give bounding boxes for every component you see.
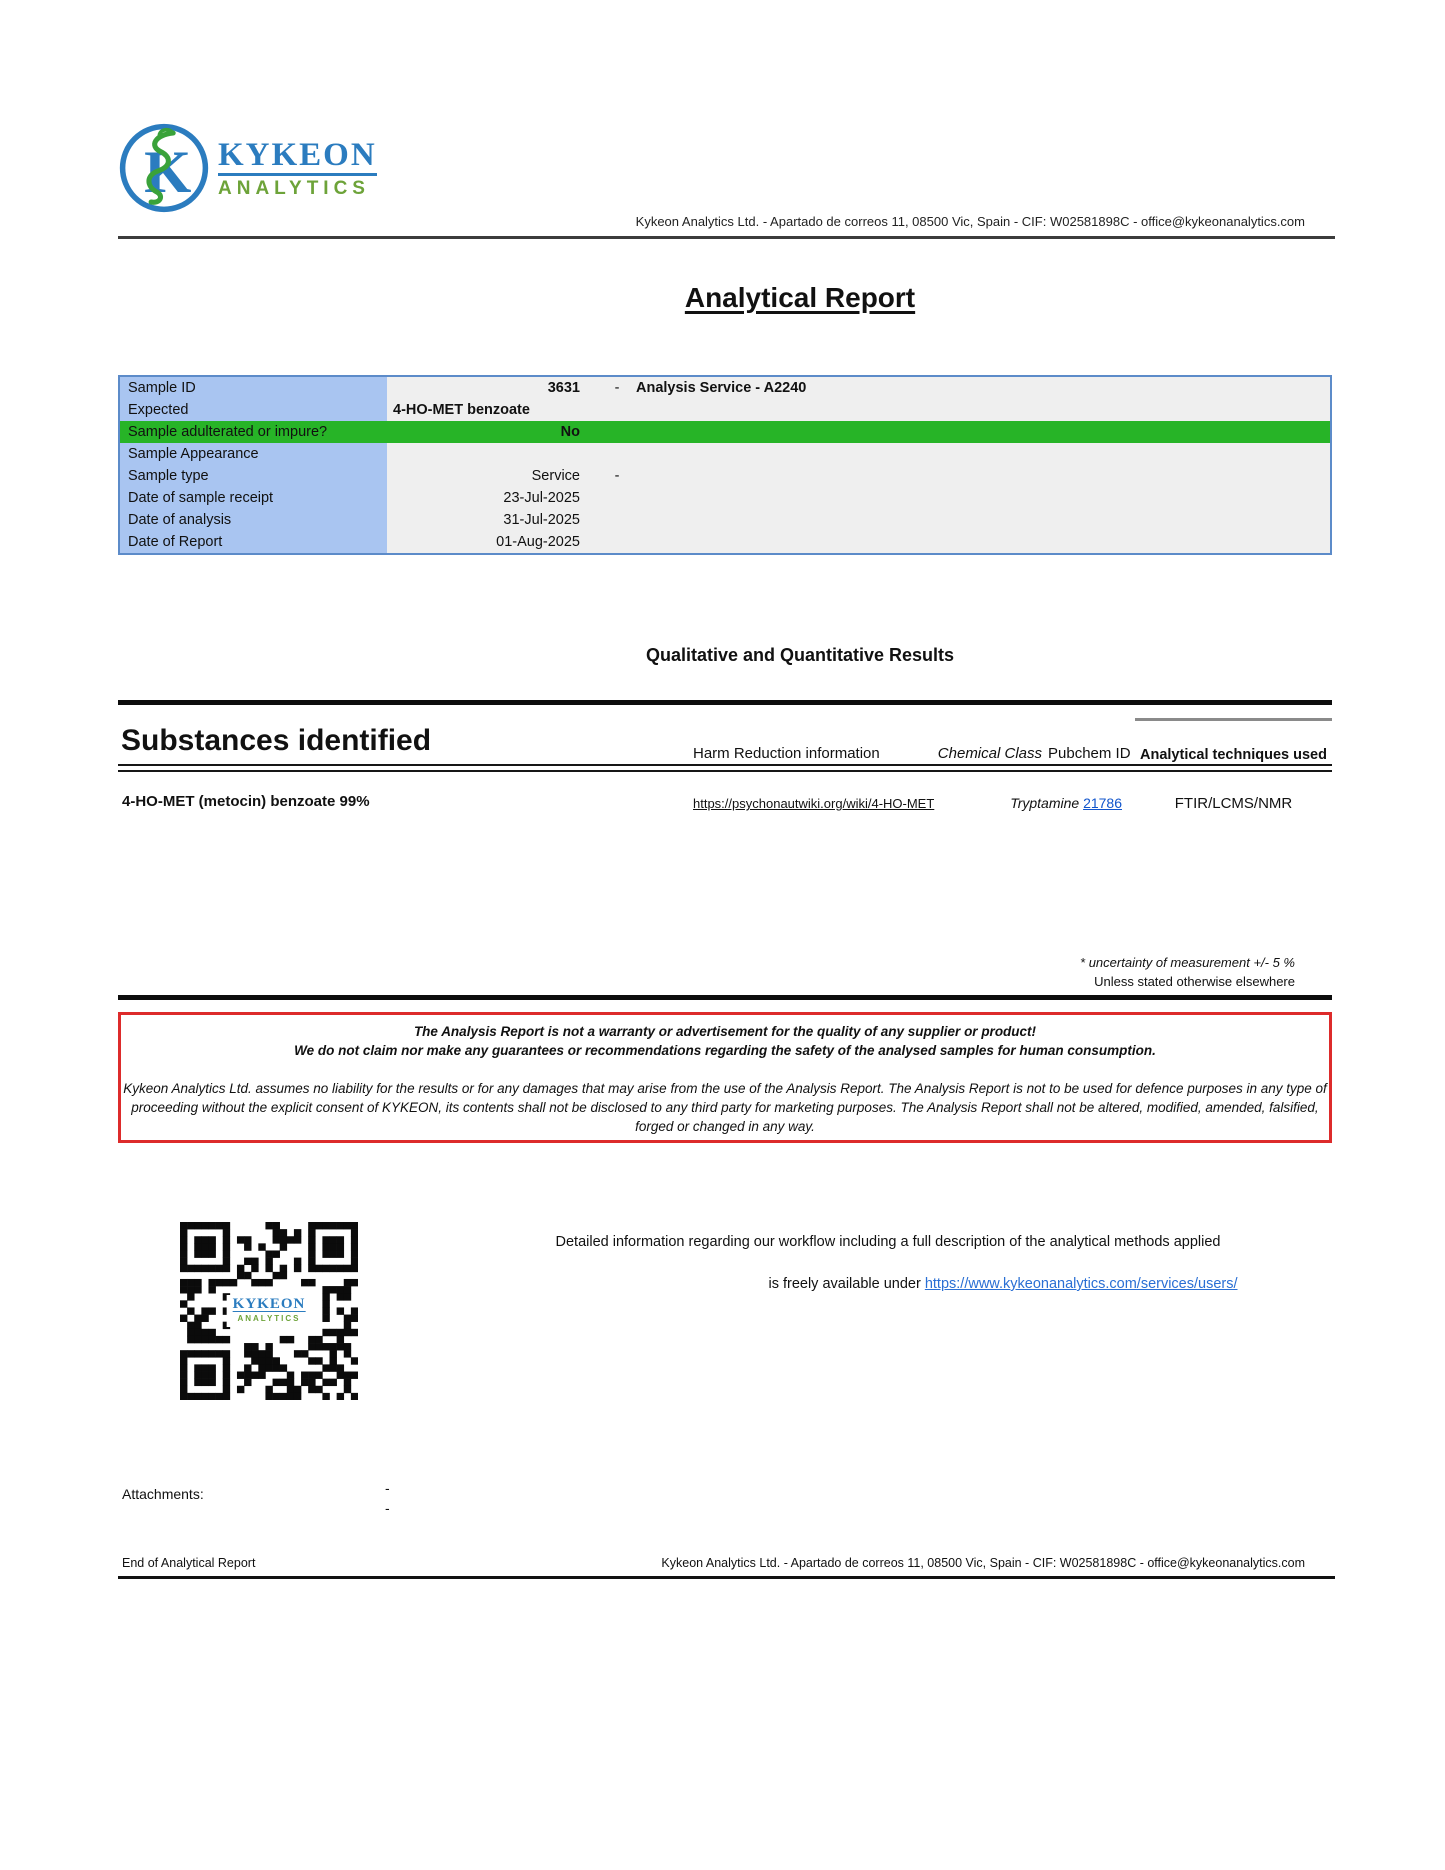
- logo-brand-text: KYKEON: [218, 140, 377, 176]
- substances-heading: Substances identified: [121, 724, 432, 757]
- harm-reduction-link[interactable]: https://psychonautwiki.org/wiki/4-HO-MET: [693, 796, 935, 811]
- table-row: [120, 465, 1330, 487]
- disclaimer-spacer: [121, 1060, 1329, 1079]
- techniques-value: FTIR/LCMS/NMR: [1174, 795, 1293, 812]
- column-header-pubchem: Pubchem ID: [1048, 745, 1131, 762]
- section-rule-bottom: [118, 995, 1332, 1000]
- row-label: Sample Appearance: [120, 443, 387, 465]
- row-label: Date of Report: [120, 531, 387, 553]
- caduceus-logo-icon: [118, 122, 210, 219]
- page-title: Analytical Report: [684, 282, 916, 313]
- qr-center-logo: [227, 1295, 312, 1327]
- row-value: No: [560, 424, 580, 440]
- workflow-info-line1: Detailed information regarding our workflow including a full description of the analytical methods applied: [555, 1234, 1221, 1250]
- row-value: 31-Jul-2025: [503, 512, 580, 528]
- row-label: Sample adulterated or impure?: [120, 421, 387, 443]
- row-dash: -: [614, 468, 620, 484]
- attachments-label: Attachments:: [122, 1486, 204, 1502]
- qr-logo-brand: KYKEON: [232, 1296, 306, 1312]
- disclaimer-box: [118, 1012, 1332, 1143]
- table-row: [120, 443, 1330, 465]
- company-logo: [118, 122, 377, 219]
- column-header-techniques: Analytical techniques used: [1140, 747, 1327, 763]
- qr-logo-sub: ANALYTICS: [237, 1314, 301, 1323]
- uncertainty-line2: Unless stated otherwise elsewhere: [1094, 974, 1295, 989]
- sample-info-table: [118, 375, 1332, 555]
- chemical-class-cell: [900, 795, 1122, 811]
- row-value: 01-Aug-2025: [496, 534, 580, 550]
- qr-code: [180, 1222, 358, 1400]
- table-row: [120, 487, 1330, 509]
- harm-reduction-cell: [693, 796, 934, 811]
- pubchem-id-link[interactable]: 21786: [1083, 795, 1122, 811]
- table-row: [120, 399, 1330, 421]
- row-value: Service: [531, 468, 580, 484]
- row-dash: -: [614, 380, 620, 396]
- footer-contact-line: Kykeon Analytics Ltd. - Apartado de correos 11, 08500 Vic, Spain - CIF: W02581898C - office@kykeonanalytics.com: [661, 1556, 1305, 1570]
- attachment-item: -: [385, 1500, 390, 1516]
- attachment-item: -: [385, 1480, 390, 1496]
- logo-sub-text: ANALYTICS: [218, 178, 370, 199]
- table-row-adulterated: [120, 421, 1330, 443]
- chemical-class-value: Tryptamine: [1010, 795, 1080, 811]
- disclaimer-bold-line2: We do not claim nor make any guarantees or recommendations regarding the safety of the analysed samples for human consumption.: [294, 1043, 1156, 1058]
- row-label: Date of analysis: [120, 509, 387, 531]
- uncertainty-line1: * uncertainty of measurement +/- 5 %: [1080, 955, 1295, 970]
- row-label: Expected: [120, 399, 387, 421]
- section-rule-top: [118, 700, 1332, 705]
- header-divider: [118, 236, 1335, 239]
- header-double-rule: [118, 764, 1332, 772]
- row-label: Date of sample receipt: [120, 487, 387, 509]
- table-row: [120, 531, 1330, 553]
- disclaimer-body: Kykeon Analytics Ltd. assumes no liability for the results or for any damages that may arise from the use of the Analysis Report. The Analysis Report is not to be used for defence purposes in any type of proceeding without the explicit consent of KYKEON, its contents shall not be disclosed to any third party for marketing purposes. The Analysis Report shall not be altered, modified, amended, falsified, forged or changed in any way.: [123, 1081, 1327, 1134]
- footer-end-label: End of Analytical Report: [122, 1556, 256, 1570]
- workflow-link[interactable]: https://www.kykeonanalytics.com/services/users/: [924, 1276, 1238, 1292]
- footer-divider: [118, 1576, 1335, 1579]
- row-extra: Analysis Service - A2240: [636, 380, 807, 396]
- techniques-column-rule: [1135, 718, 1332, 721]
- row-label: Sample type: [120, 465, 387, 487]
- row-value: 4-HO-MET benzoate: [393, 402, 530, 418]
- workflow-line2-prefix: is freely available under: [768, 1276, 925, 1292]
- workflow-info-line2: [653, 1276, 1353, 1292]
- results-heading: Qualitative and Quantitative Results: [645, 645, 955, 665]
- uncertainty-note: [955, 953, 1295, 991]
- column-header-harm: Harm Reduction information: [693, 745, 880, 762]
- column-header-chemical-class: Chemical Class: [937, 745, 1042, 762]
- svg-text:K: K: [144, 138, 192, 206]
- disclaimer-bold-line1: The Analysis Report is not a warranty or advertisement for the quality of any supplier or product!: [413, 1024, 1037, 1039]
- table-row: [120, 509, 1330, 531]
- header-contact-line: Kykeon Analytics Ltd. - Apartado de correos 11, 08500 Vic, Spain - CIF: W02581898C - office@kykeonanalytics.com: [635, 214, 1305, 229]
- table-row: [120, 377, 1330, 399]
- row-label: Sample ID: [120, 377, 387, 399]
- row-value: 23-Jul-2025: [503, 490, 580, 506]
- row-value: 3631: [547, 380, 580, 396]
- substance-name: 4-HO-MET (metocin) benzoate 99%: [122, 793, 370, 810]
- logo-text: [218, 137, 377, 199]
